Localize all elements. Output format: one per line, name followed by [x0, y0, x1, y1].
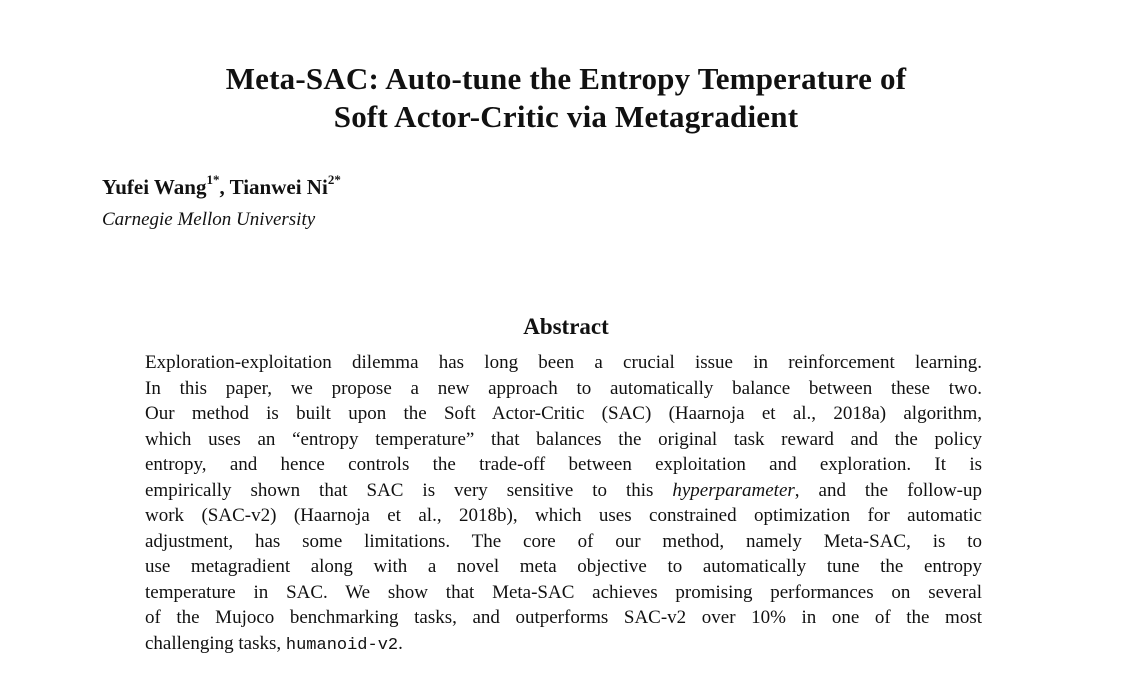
- abstract-line: work (SAC-v2) (Haarnoja et al., 2018b), which uses constrained optimization for automatic: [145, 505, 982, 526]
- author-name: Yufei Wang: [102, 175, 207, 199]
- author-affiliation-mark: 1*: [206, 172, 220, 187]
- paper-title: [0, 60, 1132, 136]
- paper-title-line-1: Meta-SAC: Auto-tune the Entropy Temperature of: [225, 61, 907, 96]
- abstract-line: use metagradient along with a novel meta objective to automatically tune the entropy: [145, 556, 982, 577]
- author-affiliation: Carnegie Mellon University: [102, 209, 316, 230]
- abstract-code-term: humanoid-v2: [285, 635, 399, 655]
- author-affiliation-mark: 2*: [327, 172, 341, 187]
- abstract-line: which uses an “entropy temperature” that balances the original task reward and the policy: [145, 428, 982, 450]
- abstract-line: Our method is built upon the Soft Actor-Critic (SAC) (Haarnoja et al., 2018a) algorithm,: [145, 403, 982, 424]
- abstract-heading: Abstract: [523, 314, 609, 339]
- abstract-line: of the Mujoco benchmarking tasks, and outperforms SAC-v2 over 10% in one of the most: [145, 607, 982, 628]
- paper-title-line-2: Soft Actor-Critic via Metagradient: [333, 99, 799, 134]
- abstract-text: , and the follow-up: [794, 479, 983, 501]
- abstract-line: [145, 478, 982, 504]
- author-list: [102, 172, 341, 202]
- abstract-line: Exploration-exploitation dilemma has long been a crucial issue in reinforcement learning.: [145, 352, 982, 373]
- author-separator: ,: [219, 175, 230, 199]
- abstract-line: temperature in SAC. We show that Meta-SAC achieves promising performances on several: [145, 581, 982, 603]
- abstract-text: challenging tasks,: [145, 632, 286, 654]
- abstract-line: In this paper, we propose a new approach to automatically balance between these two.: [145, 377, 982, 399]
- abstract-line: entropy, and hence controls the trade-off between exploitation and exploration. It is: [145, 454, 982, 475]
- abstract-text: empirically shown that SAC is very sensitive to this: [145, 479, 673, 501]
- abstract-body: [145, 350, 982, 658]
- abstract-line: [145, 631, 982, 659]
- abstract-line: adjustment, has some limitations. The core of our method, namely Meta-SAC, is to: [145, 530, 982, 552]
- abstract-text: .: [398, 632, 403, 654]
- author-name: Tianwei Ni: [229, 175, 328, 199]
- abstract-italic-term: hyperparameter: [672, 479, 795, 501]
